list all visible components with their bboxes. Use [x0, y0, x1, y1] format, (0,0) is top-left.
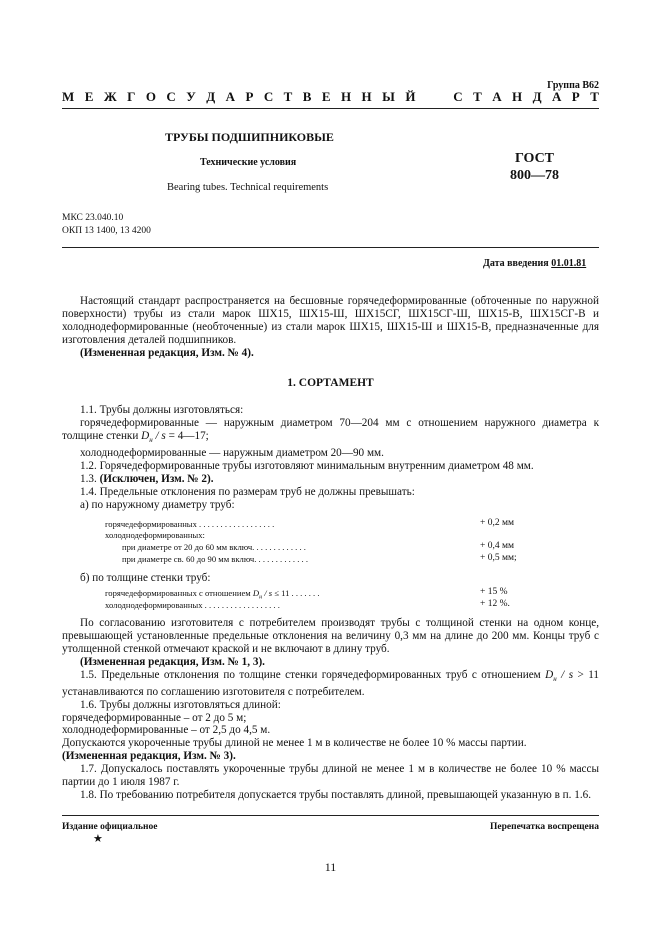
clause-1-4-a: а) по наружному диаметру труб:: [80, 498, 235, 511]
gost-number: [510, 150, 559, 184]
clause-1-4-b: б) по толщине стенки труб:: [80, 572, 211, 584]
section-heading: 1. СОРТАМЕНТ: [287, 377, 374, 389]
intro-date-value: 01.01.81: [551, 258, 587, 269]
preamble-text: Настоящий стандарт распространяется на бесшовные горячедеформированные (обточенные по наружной поверхности) трубы из стали марок ШХ15, ШХ15-Ш, ШХ15СГ, ШХ15СГ-Ш, ШХ15-В, ШХ15СГ-В и холоднодеформированные (необточенные) из стали марок ШХ15, ШХ15-Ш и ШХ15-В, предназначенные для изготовления деталей подшипников.: [62, 295, 599, 346]
banner-letter: С: [453, 89, 463, 104]
ratio-symbol: [141, 429, 166, 445]
table-label: при диаметре св. 60 до 90 мм включ.: [122, 554, 257, 564]
table-label: при диаметре от 20 до 60 мм включ.: [122, 542, 255, 552]
footer-rule: [62, 815, 599, 816]
table-label: холоднодеформированных:: [105, 530, 205, 540]
standard-banner: [62, 89, 599, 105]
mks-code: МКС 23.040.10: [62, 213, 124, 223]
banner-letter: С: [166, 89, 176, 104]
clause-1-3-excluded: (Исключен, Изм. № 2).: [99, 472, 214, 485]
clause-1-6-short: Допускаются укороченные трубы длиной не менее 1 м в количестве не более 10 % массы партии.: [62, 737, 527, 750]
codes-rule: [62, 247, 599, 248]
banner-letter: Ы: [382, 89, 395, 104]
ratio-s: / s: [152, 429, 166, 442]
okp-code: ОКП 13 1400, 13 4200: [62, 226, 151, 236]
table-row: [122, 542, 306, 552]
banner-letter: В: [302, 89, 312, 104]
table-row: [105, 588, 319, 601]
banner-letter: Р: [245, 89, 254, 104]
table-row: [105, 600, 280, 610]
ratio-d: D: [545, 668, 554, 681]
banner-letter: А: [492, 89, 502, 104]
clause-1-3-num: 1.3.: [80, 472, 97, 485]
english-title: Bearing tubes. Technical requirements: [167, 182, 329, 193]
table-value: + 0,2 мм: [480, 518, 515, 528]
banner-letter: М: [62, 89, 75, 104]
banner-letter: Е: [84, 89, 94, 104]
ratio-symbol: [545, 669, 573, 681]
document-title: ТРУБЫ ПОДШИПНИКОВЫЕ: [165, 130, 334, 144]
ratio-d: D: [252, 588, 260, 598]
banner-letter: С: [263, 89, 274, 104]
banner-letter: Н: [512, 89, 523, 104]
preamble: [62, 295, 599, 360]
preamble-change-note: (Измененная редакция, Изм. № 4).: [80, 346, 254, 359]
gost-code: 800—78: [510, 168, 559, 183]
clause-1-6-hot: горячедеформированные – от 2 до 5 м;: [62, 711, 247, 724]
table-label: холоднодеформированных: [105, 600, 203, 610]
ratio-d: D: [141, 429, 150, 442]
clause-1-3: [62, 473, 599, 486]
reprint-prohibited: Перепечатка воспрещена: [489, 822, 599, 832]
table-value: + 0,5 мм;: [480, 553, 517, 563]
clause-1-1-hot-range: = 4—17;: [165, 429, 209, 442]
banner-letter: Т: [283, 89, 293, 104]
group-code: Группа В62: [547, 80, 599, 91]
clause-1-6-cold: холоднодеформированные – от 2,5 до 4,5 м.: [62, 724, 271, 737]
clause-1-5-text: 1.5. Предельные отклонения по толщине стенки горячедеформированных труб с отношением: [80, 668, 546, 681]
gost-label: ГОСТ: [514, 151, 555, 166]
ratio-sub: н: [259, 594, 263, 601]
banner-letter: А: [551, 89, 562, 104]
leader-dots: . . . . . . . . . . . . . . . . . .: [199, 519, 275, 529]
clause-1-5-tail: > 11 устанавливаются по соглашению изготовителя с потребителем.: [62, 668, 599, 698]
table-value: + 15 %: [480, 587, 508, 597]
leader-dots: . . . . . . . . . . . .: [256, 542, 306, 552]
clause-1-1: 1.1. Трубы должны изготовляться:: [80, 404, 244, 416]
section-body-bottom: [62, 617, 599, 802]
table-label: горячедеформированных: [105, 519, 197, 529]
classification-codes: [62, 212, 151, 238]
banner-letter: Г: [127, 89, 136, 104]
banner-gap: [440, 89, 443, 105]
change-note-1-3: (Измененная редакция, Изм. № 1, 3).: [80, 655, 265, 668]
document-subtitle: Технические условия: [200, 157, 297, 168]
banner-letter: Т: [473, 89, 482, 104]
clause-1-1-cold: холоднодеформированные — наружным диаметром 20—90 мм.: [80, 446, 384, 459]
leader-dots: . . . . . . . . . . . .: [258, 554, 308, 564]
table-value: + 12 %.: [480, 599, 510, 609]
agreement-paragraph: По согласованию изготовителя с потребителем производят трубы с толщиной стенки на одном конце, превышающей установленные предельные отклонения на величину 0,3 мм на длине до 200 мм. Концы труб с утолщенной стенкой отмечают краской и не включают в длину труб.: [62, 617, 599, 655]
banner-letter: Й: [405, 89, 416, 104]
table-row: [105, 519, 274, 529]
section-body-top: [62, 404, 599, 511]
ratio-symbol: [252, 588, 273, 601]
table-value: + 0,4 мм: [480, 541, 515, 551]
page-number: 11: [324, 860, 337, 874]
banner-letter: Н: [361, 89, 372, 104]
header-rule: [62, 108, 599, 109]
clause-1-4-b-block: [62, 572, 599, 585]
banner-letter: А: [225, 89, 235, 104]
banner-letter: Р: [571, 89, 580, 104]
ratio-sub: н: [553, 674, 557, 683]
introduction-date: [483, 258, 586, 269]
table-label: горячедеформированных с отношением: [105, 588, 253, 598]
ratio-s: / s: [262, 588, 273, 598]
banner-letter: Т: [590, 89, 599, 104]
star-icon: ★: [93, 833, 103, 845]
banner-letter: Ж: [103, 89, 117, 104]
banner-letter: О: [145, 89, 156, 104]
banner-letter: У: [186, 89, 196, 104]
change-note-3: (Измененная редакция, Изм. № 3).: [62, 750, 236, 763]
banner-letter: Е: [321, 89, 331, 104]
banner-gap: [426, 89, 429, 105]
clause-1-2: 1.2. Горячедеформированные трубы изготовляют минимальным внутренним диаметром 48 мм.: [80, 459, 534, 472]
clause-1-1-hot: [62, 417, 599, 447]
banner-letter: Д: [206, 89, 216, 104]
clause-1-8: 1.8. По требованию потребителя допускается трубы поставлять длиной, превышающей указанную в п. 1.6.: [80, 789, 592, 802]
clause-1-1-hot-text: горячедеформированные — наружным диаметром 70—204 мм с отношением наружного диаметра к толщине стенки: [62, 416, 599, 442]
table-row: [105, 530, 205, 540]
clause-1-7: 1.7. Допускалось поставлять укороченные трубы длиной не менее 1 м в количестве не более 10 % массы партии до 1 июля 1987 г.: [62, 763, 599, 789]
intro-date-label: Дата введения: [483, 258, 549, 269]
leader-dots: . . . . . . .: [291, 588, 320, 598]
banner-letter: Н: [340, 89, 352, 104]
table-row: [122, 554, 308, 564]
table-label-tail: ≤ 11: [272, 588, 290, 598]
ratio-sub: н: [149, 436, 153, 445]
leader-dots: . . . . . . . . . . . . . . . . . .: [204, 600, 280, 610]
clause-1-6: 1.6. Трубы должны изготовляться длиной:: [80, 698, 281, 711]
clause-1-5: [62, 669, 599, 699]
ratio-s: / s: [556, 668, 574, 681]
official-edition: Издание официальное: [62, 822, 158, 832]
banner-letter: Д: [532, 89, 542, 104]
clause-1-4: 1.4. Предельные отклонения по размерам труб не должны превышать:: [80, 485, 415, 498]
